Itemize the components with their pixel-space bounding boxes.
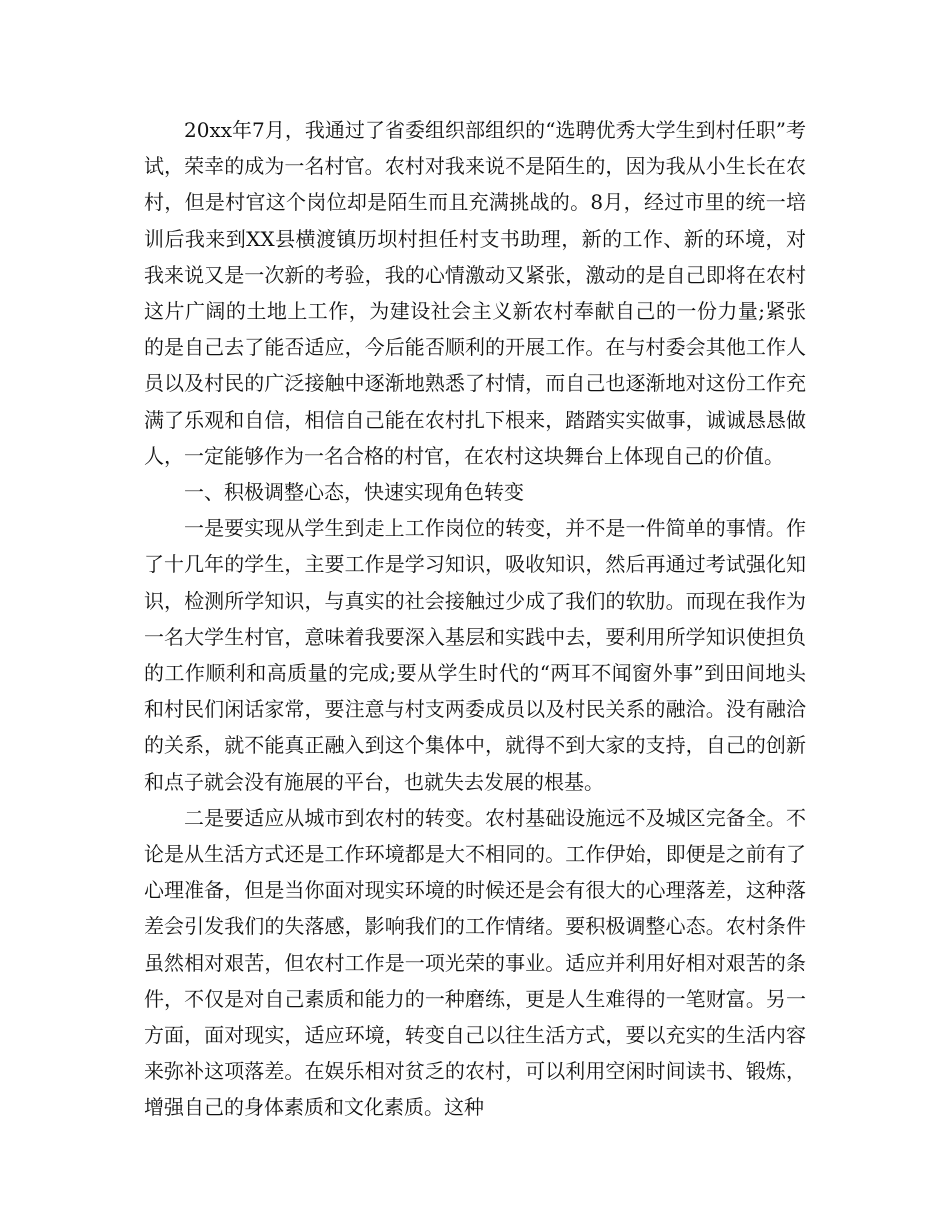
- section-heading: 一、积极调整心态，快速实现角色转变: [184, 480, 524, 505]
- paragraph-second-point: 二是要适应从城市到农村的转变。农村基础设施远不及城区完备全。不论是从生活方式还是工作环境都是大不相同的。工作伊始，即便是之前有了心理准备，但是当你面对现实环境的时候还是会有很大的心理落差，这种落差会引发我们的失落感，影响我们的工作情绪。要积极调整心态。农村条件虽然相对艰苦，但农村工作是一项光荣的事业。适应并利用好相对艰苦的条件，不仅是对自己素质和能力的一种磨练，更是人生难得的一笔财富。另一方面，面对现实，适应环境，转变自己以往生活方式，要以充实的生活内容来弥补这项落差。在娱乐相对贫乏的农村，可以利用空闲时间读书、锻炼，增强自己的身体素质和文化素质。这种: [144, 805, 806, 1120]
- paragraph-first-point: 一是要实现从学生到走上工作岗位的转变，并不是一件简单的事情。作了十几年的学生，主要工作是学习知识，吸收知识，然后再通过考试强化知识，检测所学知识，与真实的社会接触过少成了我们的软肋。而现在我作为一名大学生村官，意味着我要深入基层和实践中去，要利用所学知识使担负的工作顺利和高质量的完成;要从学生时代的“两耳不闻窗外事”到田间地头和村民们闲话家常，要注意与村支两委成员以及村民关系的融洽。没有融洽的关系，就不能真正融入到这个集体中，就得不到大家的支持，自己的创新和点子就会没有施展的平台，也就失去发展的根基。: [144, 516, 806, 794]
- paragraph-intro: 20xx年7月，我通过了省委组织部组织的“选聘优秀大学生到村任职”考试，荣幸的成为一名村官。农村对我来说不是陌生的，因为我从小生长在农村，但是村官这个岗位却是陌生而且充满挑战的。8月，经过市里的统一培训后我来到XX县横渡镇历坝村担任村支书助理，新的工作、新的环境，对我来说又是一次新的考验，我的心情激动又紧张，激动的是自己即将在农村这片广阔的土地上工作，为建设社会主义新农村奉献自己的一份力量;紧张的是自己去了能否适应，今后能否顺利的开展工作。在与村委会其他工作人员以及村民的广泛接触中逐渐地熟悉了村情，而自己也逐渐地对这份工作充满了乐观和自信，相信自己能在农村扎下根来，踏踏实实做事，诚诚恳恳做人，一定能够作为一名合格的村官，在农村这块舞台上体现自己的价值。: [144, 118, 806, 468]
- document-body: [144, 112, 806, 1126]
